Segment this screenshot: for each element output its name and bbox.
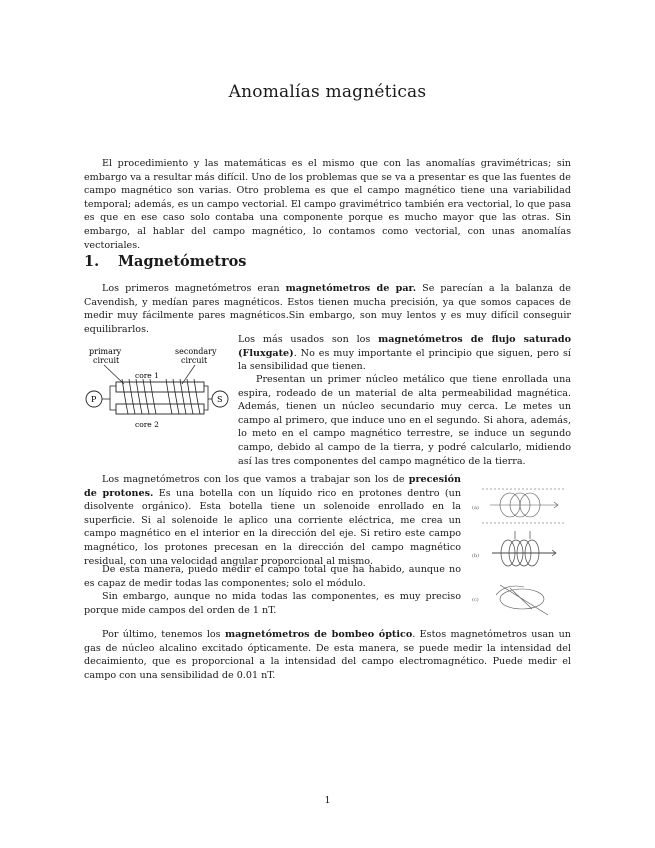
optical-pumping-paragraph bbox=[84, 628, 571, 682]
p7-text-after: . Estos magnetómetros usan un gas de núcleo alcalino excitado ópticamente. De esta manera, se puede medir la intensidad del decaimiento, que es proporcional a la intensidad del campo electromagnético. Puede medir el campo con una sensibilidad de 0.01 nT. bbox=[84, 629, 571, 681]
fluxgate-diagram bbox=[82, 342, 234, 432]
primary-wires bbox=[102, 386, 116, 410]
page-title: Anomalías magnéticas bbox=[228, 82, 427, 102]
section-number: 1. bbox=[84, 253, 100, 270]
total-field-paragraph: De esta manera, puedo medir el campo total que ha habido, aunque no es capaz de medir todas las componentes; solo el módulo. bbox=[84, 564, 461, 589]
secondary-wires bbox=[204, 386, 212, 410]
p1-bold-term: magnetómetros de par. bbox=[285, 283, 417, 294]
precession-svg bbox=[470, 485, 572, 620]
panel-b-solenoid bbox=[492, 531, 556, 566]
panel-b-label: (b) bbox=[472, 553, 480, 559]
p2-text-before: Los más usados son los bbox=[238, 334, 379, 345]
secondary-coil bbox=[166, 379, 200, 414]
primary-pointer bbox=[104, 365, 124, 384]
core2-label: core 2 bbox=[135, 420, 159, 429]
p4-text-before: Los magnetómetros con los que vamos a trabajar son los de bbox=[102, 474, 409, 485]
p1-text-before: Los primeros magnetómetros eran bbox=[102, 283, 286, 294]
section-title: Magnetómetros bbox=[118, 253, 247, 270]
core2-bar bbox=[116, 404, 204, 414]
secondary-label-line1: secondary bbox=[175, 347, 217, 356]
core1-bar bbox=[116, 382, 204, 392]
primary-label-line2: circuit bbox=[93, 356, 120, 365]
primary-coil bbox=[122, 379, 156, 414]
secondary-pointer bbox=[182, 365, 195, 384]
p2-bold-term: magnetómetros de flujo saturado (Fluxgate) bbox=[238, 334, 571, 359]
page-number: 1 bbox=[324, 795, 331, 806]
panel-c-precession bbox=[496, 585, 548, 615]
fluxgate-svg bbox=[82, 342, 234, 432]
p1-text-after: Se parecían a la balanza de Cavendish, y medían pares magnéticos. Estos tienen mucha precisión, ya que somos capaces de medir muy fácilmente pares magnéticos.Sin embargo, son muy lentos y es muy difícil conseguir equilibrarlos. bbox=[84, 283, 571, 335]
primary-label-line1: primary bbox=[89, 347, 122, 356]
fluxgate-detail-paragraph: Presentan un primer núcleo metálico que tiene enrollada una espira, rodeado de un material de alta permeabilidad magnética. Además, tienen un núcleo secundario muy cerca. Le metes un campo al primero, que induce uno en el segundo. Si ahora, además, lo meto en el campo magnético terrestre, se induce un segundo campo, debido al campo de la tierra, y podré calcularlo, midiendo así las tres componentes del campo magnético de la tierra. bbox=[238, 374, 571, 467]
section-heading bbox=[84, 253, 246, 270]
p4-bold-term: precesión de protones. bbox=[84, 474, 461, 499]
s-symbol: S bbox=[217, 395, 223, 404]
p4-text-after: Es una botella con un líquido rico en protones dentro (un disolvente orgánico). Esta botella tiene un solenoide enrollado en la superficie. Si al solenoide le aplico una corriente eléctrica, me crea un campo magnético en el interior en la dirección del eje. Si retiro este campo magnético, los protones precesan en la dirección del campo magnético residual, con una velocidad angular proporcional al mismo. bbox=[84, 487, 461, 567]
panel-a-label: (a) bbox=[472, 505, 479, 511]
core1-label: core 1 bbox=[135, 371, 159, 380]
precision-paragraph: Sin embargo, aunque no mida todas las componentes, es muy preciso porque mide campos del orden de 1 nT. bbox=[84, 591, 461, 616]
panel-c-label: (c) bbox=[472, 597, 479, 603]
fluxgate-paragraph bbox=[238, 333, 571, 374]
p7-bold-term: magnetómetros de bombeo óptico bbox=[224, 629, 413, 640]
p-symbol: P bbox=[91, 395, 97, 404]
proton-precession-figure bbox=[470, 485, 572, 620]
torque-magnetometer-paragraph bbox=[84, 282, 571, 336]
p2-text-after: . No es muy importante el principio que siguen, pero sí la sensibilidad que tienen. bbox=[238, 347, 571, 373]
panel-a-field-lines bbox=[482, 489, 565, 523]
proton-precession-paragraph bbox=[84, 473, 461, 568]
intro-paragraph: El procedimiento y las matemáticas es el mismo que con las anomalías gravimétricas; sin embargo va a resultar más difícil. Uno de los problemas que se va a presentar es que las fuentes de campo magnético son varias. Otro problema es que el campo magnético tiene una variabilidad temporal; además, es un campo vectorial. El campo gravimétrico también era vectorial, lo que pasa es que en ese caso solo contaba una componente porque es mucho mayor que las otras. Sin embargo, al hablar del campo magnético, lo contamos como vectorial, con unas anomalías vectoriales. bbox=[84, 158, 571, 251]
secondary-label-line2: circuit bbox=[181, 356, 208, 365]
p7-text-before: Por último, tenemos los bbox=[102, 629, 225, 640]
